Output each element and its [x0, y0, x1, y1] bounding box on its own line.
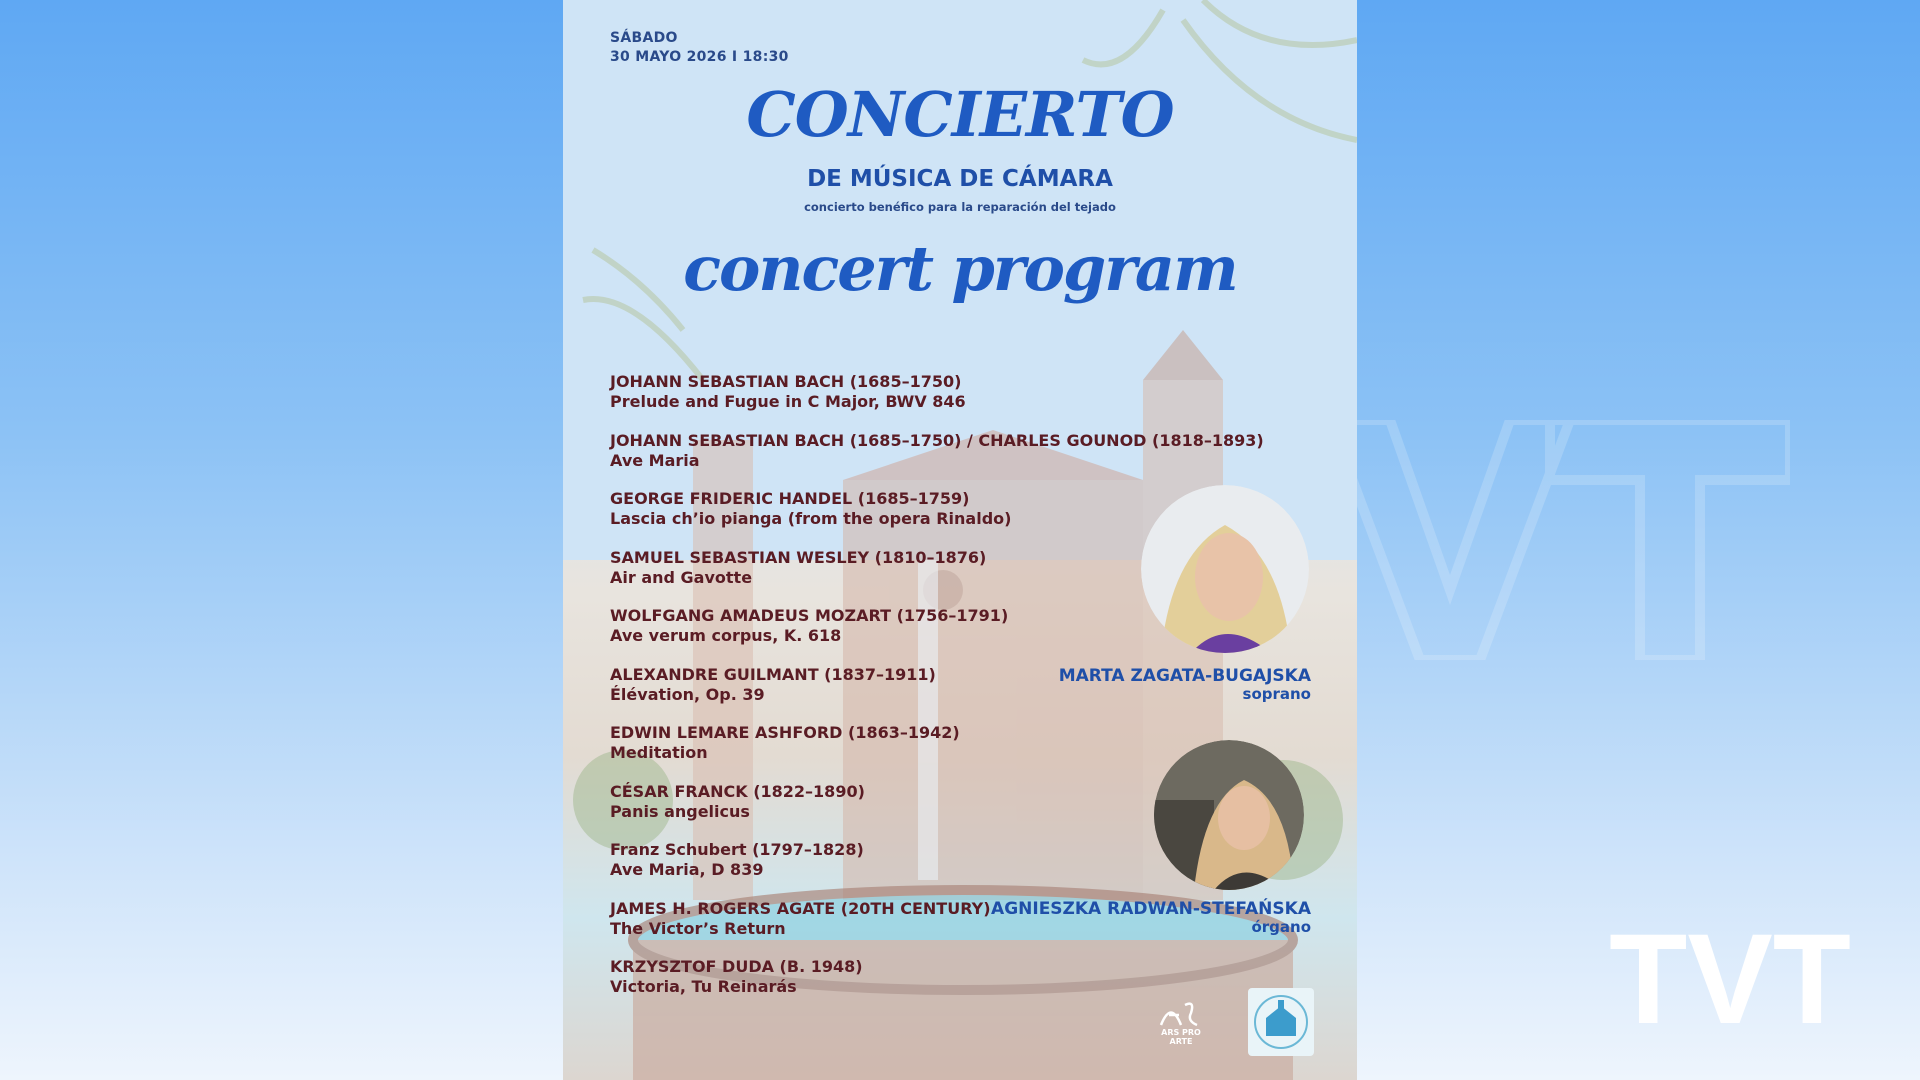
event-day: SÁBADO: [610, 30, 678, 46]
program-work: Meditation: [610, 743, 708, 762]
program-composer: Franz Schubert (1797–1828): [610, 840, 864, 859]
concert-poster: [563, 0, 1357, 1080]
poster-subtitle: DE MÚSICA DE CÁMARA: [807, 166, 1113, 192]
program-work: Lascia ch’io pianga (from the opera Rinaldo): [610, 509, 1012, 528]
program-work: The Victor’s Return: [610, 918, 786, 938]
program-composer: JAMES H. ROGERS AGATE (20TH CENTURY): [610, 898, 991, 918]
program-work: Panis angelicus: [610, 801, 750, 821]
ars-pro-arte-text: ARS PRO ARTE: [1161, 1028, 1201, 1046]
program-composer: GEORGE FRIDERIC HANDEL (1685–1759): [610, 489, 970, 508]
soprano-role: soprano: [1242, 685, 1311, 703]
organist-portrait: [1154, 740, 1304, 890]
program-heading: concert program: [683, 232, 1237, 305]
program-composer: SAMUEL SEBASTIAN WESLEY (1810–1876): [610, 547, 987, 567]
tvt-channel-logo: [1600, 915, 1860, 1035]
soprano-name: MARTA ZAGATA-BUGAJSKA: [1058, 666, 1311, 686]
program-item: [610, 372, 1310, 431]
organist-role: órgano: [1251, 918, 1311, 936]
tvt-watermark: [1330, 420, 1790, 660]
organist-name: AGNIESZKA RADWAN-STEFAŃSKA: [991, 899, 1311, 919]
poster-tagline: concierto benéfico para la reparación del tejado: [804, 200, 1116, 214]
program-composer: JOHANN SEBASTIAN BACH (1685–1750): [610, 372, 962, 391]
program-work: Élévation, Op. 39: [610, 684, 765, 704]
program-composer: CÉSAR FRANCK (1822–1890): [610, 781, 865, 801]
event-date-time: 30 MAYO 2026 I 18:30: [610, 49, 789, 65]
program-composer: ALEXANDRE GUILMANT (1837–1911): [610, 664, 936, 684]
program-work: Air and Gavotte: [610, 567, 753, 587]
program-work: Ave Maria: [610, 450, 700, 470]
program-work: Prelude and Fugue in C Major, BWV 846: [610, 392, 966, 411]
program-work: Ave Maria, D 839: [610, 860, 764, 879]
program-composer: JOHANN SEBASTIAN BACH (1685–1750) / CHARLES GOUNOD (1818–1893): [610, 430, 1264, 450]
program-item: [610, 431, 1310, 490]
church-association-logo: [1248, 988, 1314, 1056]
program-work: Victoria, Tu Reinarás: [610, 977, 797, 996]
tvt-logo-text: TVT: [1609, 915, 1851, 1035]
program-work: Ave verum corpus, K. 618: [610, 626, 842, 645]
poster-title: CONCIERTO: [746, 78, 1174, 151]
program-composer: KRZYSZTOF DUDA (B. 1948): [610, 957, 863, 976]
program-composer: EDWIN LEMARE ASHFORD (1863–1942): [610, 723, 960, 742]
program-composer: WOLFGANG AMADEUS MOZART (1756–1791): [610, 606, 1009, 625]
soprano-portrait: [1141, 485, 1309, 653]
